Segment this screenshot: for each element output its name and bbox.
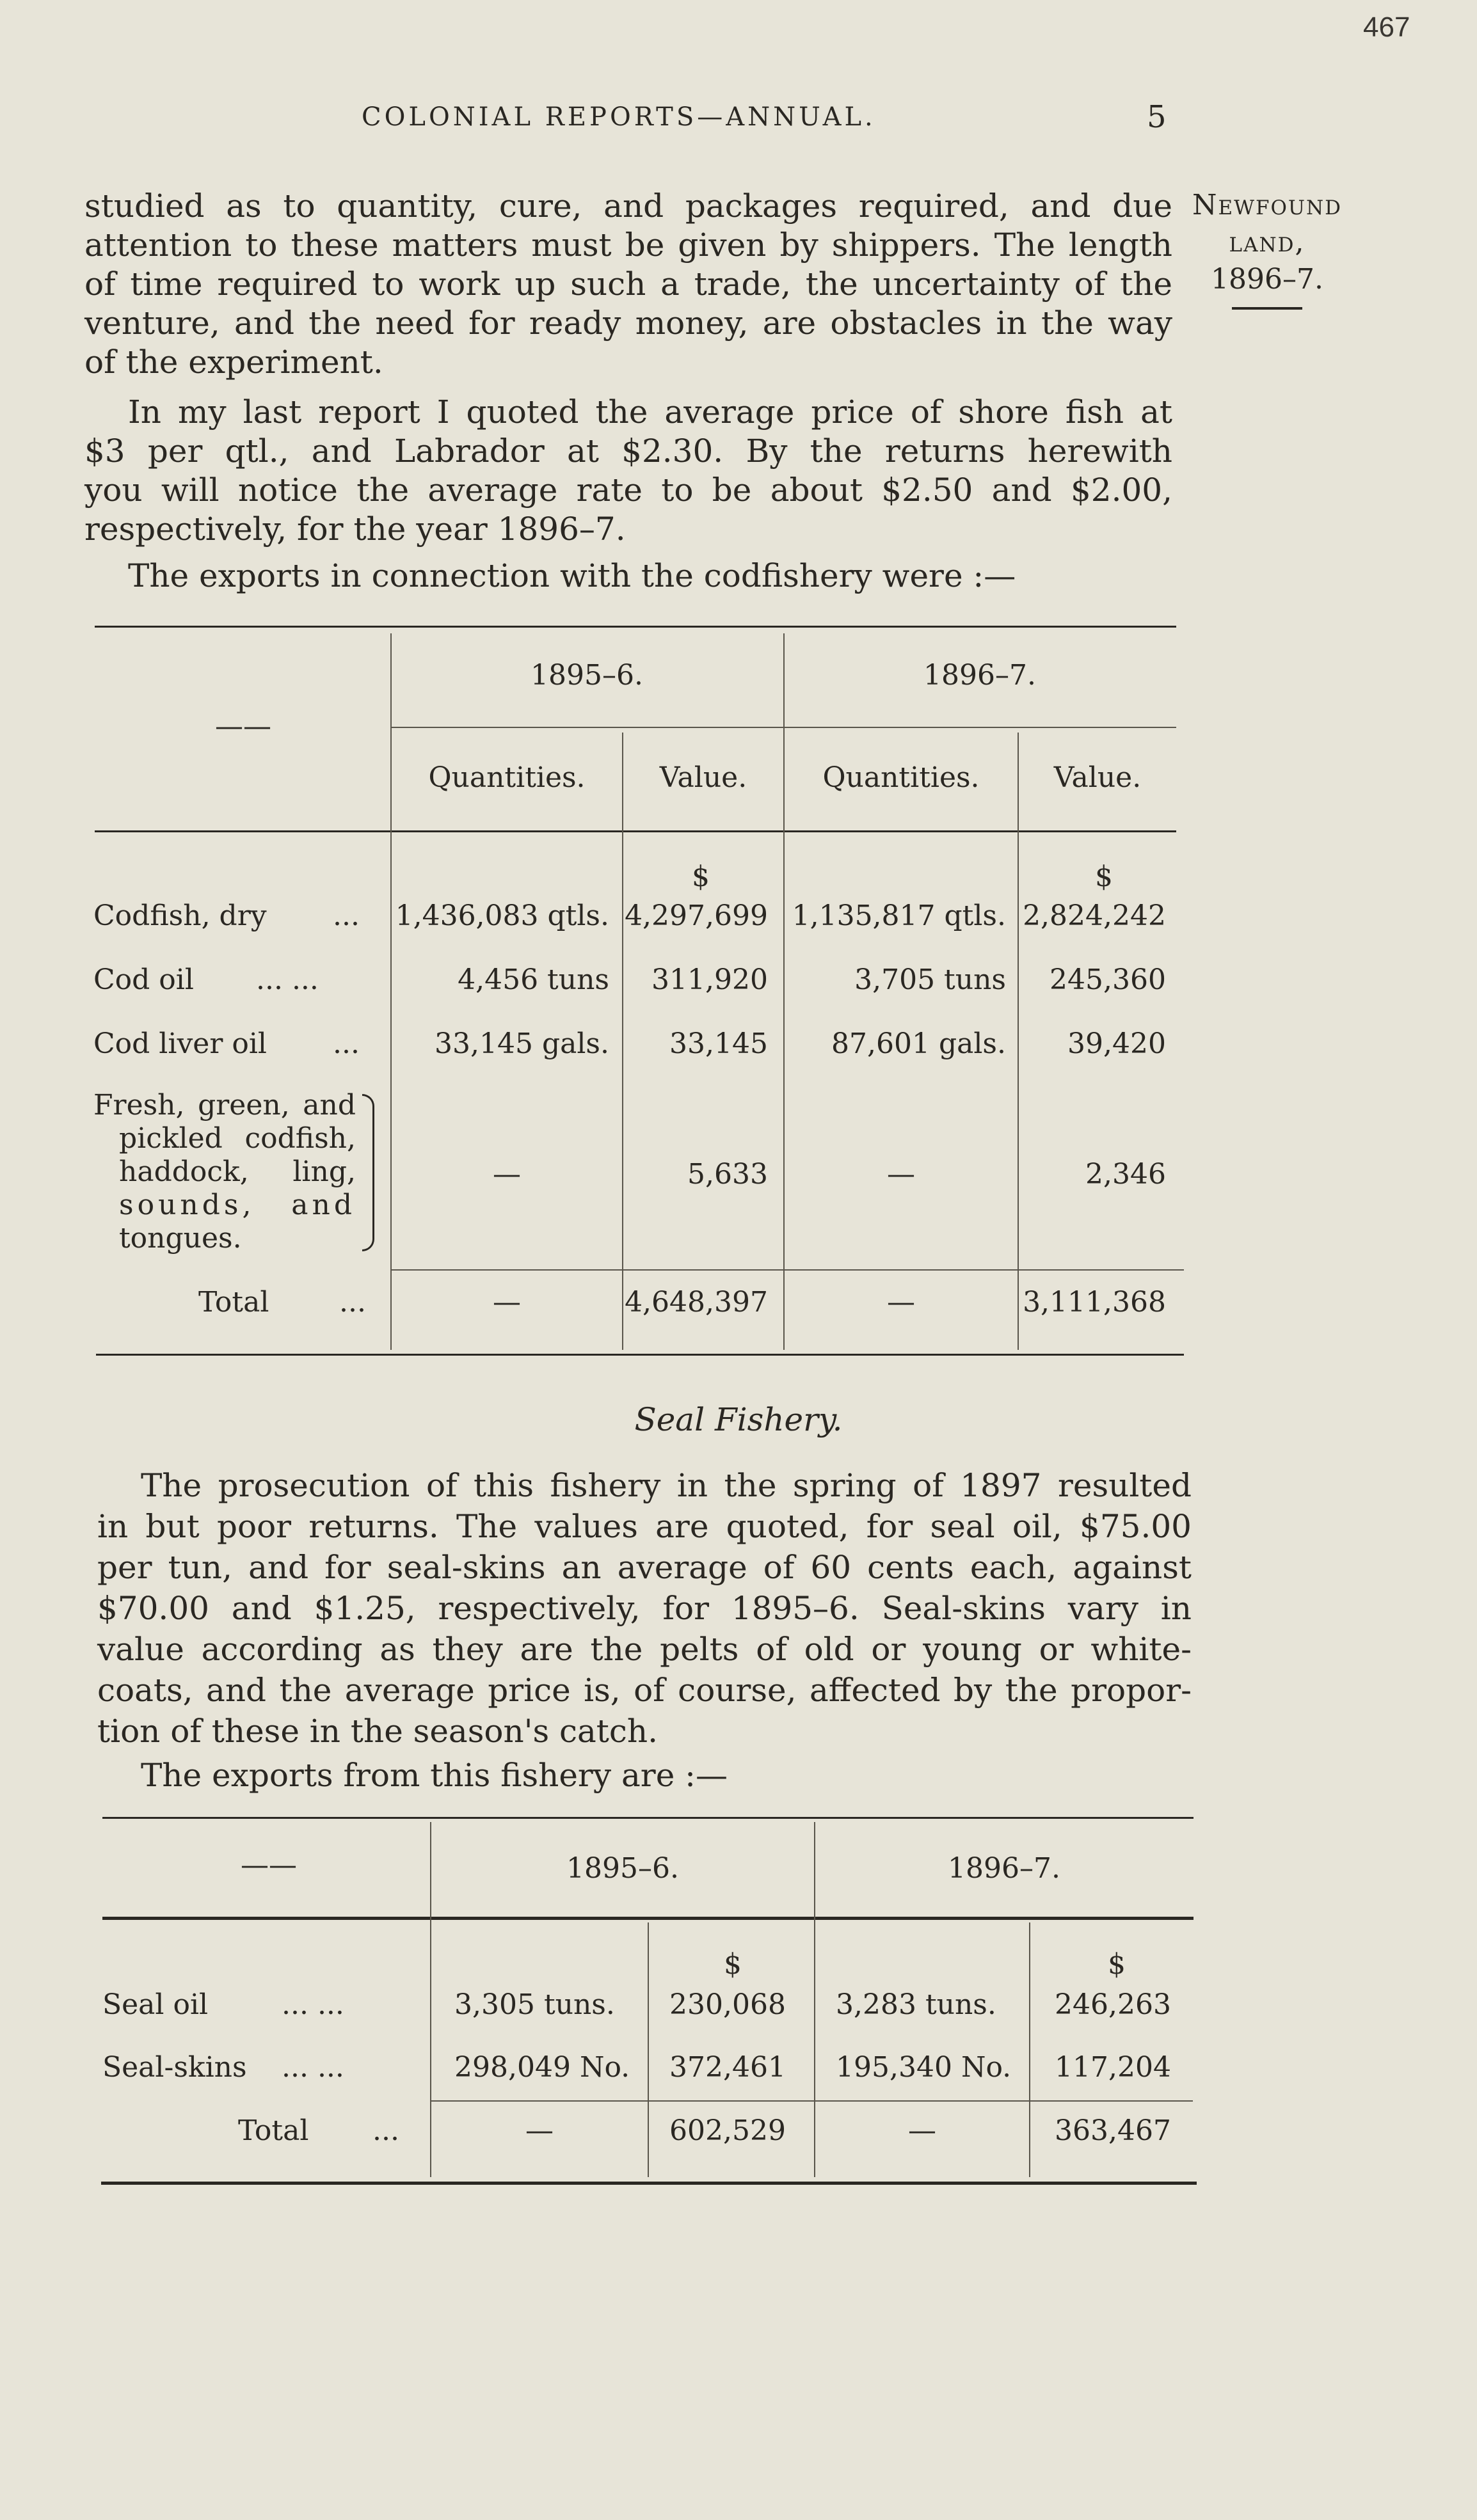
- leader-dots: ...: [333, 899, 360, 932]
- table-bottom-rule: [101, 2182, 1197, 2185]
- leader-dots: ... ...: [282, 1988, 344, 2021]
- currency-sign: $: [1108, 1948, 1126, 1981]
- total-v1: 602,529: [669, 2114, 786, 2147]
- total-v2: 3,111,368: [1023, 1286, 1166, 1319]
- cell-v1: 4,297,699: [625, 899, 768, 932]
- table-bottom-rule: [96, 1354, 1184, 1356]
- row-label-line: haddock, ling,: [119, 1155, 356, 1188]
- year-header-1895: 1895–6.: [566, 1852, 679, 1885]
- col-value: Value.: [1053, 761, 1142, 794]
- cell-q1: 4,456 tuns: [458, 963, 609, 996]
- cell-q2: 87,601 gals.: [831, 1027, 1006, 1060]
- paragraph-4: [97, 1465, 1192, 1752]
- leader-dots: ...: [333, 1027, 360, 1060]
- stub-dash: ——: [215, 710, 271, 743]
- stub-dash: ——: [241, 1849, 297, 1882]
- row-label: Codfish, dry: [93, 899, 267, 932]
- total-label: Total: [238, 2114, 309, 2147]
- text-line: coats, and the average price is, of course, affected by the propor-: [97, 1672, 1192, 1709]
- leader-dots: ... ...: [256, 963, 319, 996]
- total-v2: 363,467: [1055, 2114, 1171, 2147]
- total-rule: [431, 2100, 1193, 2102]
- text-line: tion of these in the season's catch.: [97, 1713, 659, 1750]
- cell-v1: 33,145: [669, 1027, 768, 1060]
- leader-dots: ... ...: [282, 2051, 344, 2084]
- cell-v1: 372,461: [669, 2051, 786, 2084]
- text-line: of the experiment.: [84, 344, 383, 381]
- folio-number: 467: [1363, 12, 1410, 43]
- text-line: in but poor returns. The values are quoted, for seal oil, $75.00: [97, 1508, 1192, 1545]
- row-label: Seal oil: [102, 1988, 209, 2021]
- header-bottom-rule: [95, 830, 1176, 832]
- row-label-fresh: [93, 1089, 356, 1255]
- leader-dots: ...: [339, 1286, 366, 1319]
- cell-v2: 39,420: [1067, 1027, 1166, 1060]
- side-note: [1181, 187, 1353, 310]
- currency-sign: $: [1095, 860, 1113, 893]
- text-line: you will notice the average rate to be about $2.50 and $2.00,: [84, 472, 1172, 509]
- row-label-line: tongues.: [119, 1222, 242, 1255]
- side-note-line-1: Newfound: [1192, 189, 1343, 221]
- currency-sign: $: [692, 860, 710, 893]
- text-line: In my last report I quoted the average price of shore fish at: [128, 393, 1172, 431]
- year-header-1896: 1896–7.: [923, 659, 1036, 692]
- row-label-line: Fresh, green, and: [93, 1089, 356, 1121]
- cell-q2: 1,135,817 qtls.: [792, 899, 1006, 932]
- total-q1: —: [525, 2114, 554, 2147]
- text-line: The exports from this fishery are :—: [141, 1757, 728, 1794]
- cell-q2: 3,283 tuns.: [836, 1988, 996, 2021]
- paragraph-1: [84, 187, 1172, 382]
- paragraph-5: [97, 1756, 1185, 1795]
- table-top-rule: [102, 1817, 1194, 1819]
- text-line: venture, and the need for ready money, are obstacles in the way: [84, 305, 1172, 342]
- table-top-rule: [95, 626, 1176, 628]
- cell-v1: 311,920: [651, 963, 768, 996]
- text-line: studied as to quantity, cure, and packages required, and due: [84, 187, 1172, 225]
- col-quantities: Quantities.: [428, 761, 586, 794]
- cell-q1: —: [493, 1158, 521, 1191]
- total-q2: —: [887, 1286, 915, 1319]
- row-label: Cod oil: [93, 963, 194, 996]
- paragraph-3: [84, 557, 1172, 596]
- side-note-line-3: 1896–7.: [1211, 263, 1323, 296]
- text-line: The exports in connection with the codfishery were :—: [128, 557, 1016, 594]
- cell-q1: 3,305 tuns.: [454, 1988, 615, 2021]
- cell-v2: 245,360: [1050, 963, 1166, 996]
- text-line: The prosecution of this fishery in the spring of 1897 resulted: [141, 1467, 1192, 1504]
- currency-sign: $: [724, 1948, 742, 1981]
- cell-v1: 230,068: [669, 1988, 786, 2021]
- text-line: respectively, for the year 1896–7.: [84, 511, 626, 548]
- row-label-line: pickled codfish,: [119, 1122, 356, 1155]
- running-head: COLONIAL REPORTS—ANNUAL.: [362, 102, 876, 132]
- cell-q1: 298,049 No.: [454, 2051, 630, 2084]
- side-note-line-2: land,: [1229, 226, 1305, 258]
- section-heading: Seal Fishery.: [634, 1401, 843, 1438]
- text-line: value according as they are the pelts of old or young or white-: [97, 1631, 1192, 1668]
- row-label-line: sounds, and: [119, 1189, 356, 1221]
- text-line: $3 per qtl., and Labrador at $2.30. By the returns herewith: [84, 432, 1172, 470]
- header-bottom-rule: [102, 1917, 1194, 1920]
- total-q2: —: [908, 2114, 936, 2147]
- row-label: Seal-skins: [102, 2051, 247, 2084]
- text-line: $70.00 and $1.25, respectively, for 1895–6. Seal-skins vary in: [97, 1590, 1192, 1627]
- leader-dots: ...: [372, 2114, 399, 2147]
- page-number: 5: [1147, 99, 1167, 135]
- cell-q1: 1,436,083 qtls.: [395, 899, 609, 932]
- cell-v2: 117,204: [1055, 2051, 1171, 2084]
- year-header-1896: 1896–7.: [948, 1852, 1060, 1885]
- text-line: of time required to work up such a trade, the uncertainty of the: [84, 265, 1172, 303]
- total-rule: [392, 1269, 1184, 1271]
- col-quantities: Quantities.: [822, 761, 980, 794]
- row-label: Cod liver oil: [93, 1027, 267, 1060]
- cell-v2: 2,824,242: [1023, 899, 1166, 932]
- col-value: Value.: [659, 761, 747, 794]
- total-label: Total: [198, 1286, 269, 1319]
- cell-v1: 5,633: [687, 1158, 768, 1191]
- text-line: per tun, and for seal-skins an average of 60 cents each, against: [97, 1549, 1192, 1586]
- cell-v2: 2,346: [1085, 1158, 1166, 1191]
- cell-q2: —: [887, 1158, 915, 1191]
- total-q1: —: [493, 1286, 521, 1319]
- cell-q1: 33,145 gals.: [435, 1027, 609, 1060]
- paragraph-2: [84, 393, 1172, 549]
- year-header-1895: 1895–6.: [531, 659, 643, 692]
- brace-symbol: [362, 1094, 374, 1251]
- cell-q2: 195,340 No.: [836, 2051, 1012, 2084]
- side-note-rule: [1232, 307, 1302, 310]
- text-line: attention to these matters must be given by shippers. The length: [84, 226, 1172, 264]
- cell-q2: 3,705 tuns: [854, 963, 1006, 996]
- cell-v2: 246,263: [1055, 1988, 1171, 2021]
- total-v1: 4,648,397: [625, 1286, 768, 1319]
